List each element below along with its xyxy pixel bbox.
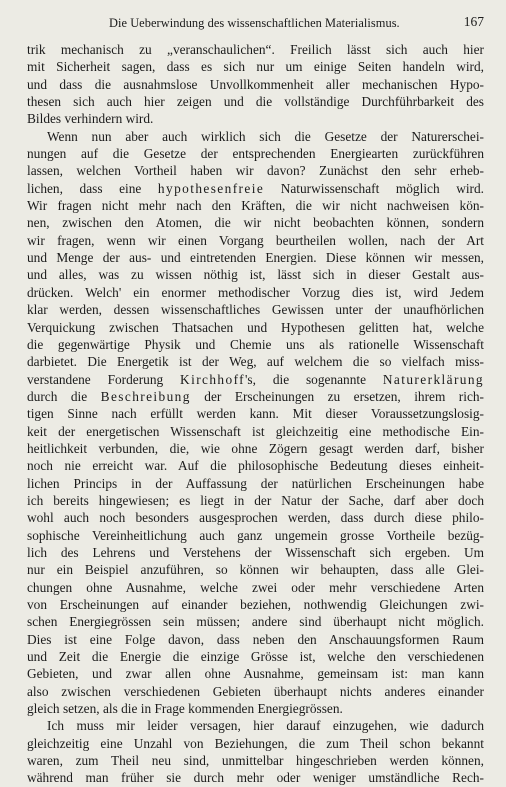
text-line: darbietet. Die Energetik ist der Weg, auf welchem die so vielfach miss- — [27, 354, 484, 370]
text-line: nungen auf die Gesetze der entsprechenden Energiearten zurückführen — [27, 146, 484, 162]
text-line: gleich setzen, als die in Frage kommenden Energiegrössen. — [27, 701, 343, 717]
text-line: trik mechanisch zu „veranschaulichen“. Freilich lässt sich auch hier — [27, 42, 484, 57]
text-line: chungen ohne Ausnahme, welche zwei oder mehr verschiedene Arten — [27, 579, 484, 595]
text-line: nen, zwischen den Atomen, die wir nicht beobachten können, sondern — [27, 215, 484, 231]
text-line: also zwischen verschiedenen Gebieten überhaupt nichts anderes einander — [27, 683, 484, 699]
text-line: und Menge der aus- und eintretenden Energien. Diese können wir messen, — [27, 250, 484, 266]
text-line: Wir fragen nicht mehr nach den Kräften, die wir nicht nachweisen kön- — [27, 198, 484, 214]
text-line: von Erscheinungen auf einander beziehen, nothwendig Gleichungen zwi- — [27, 597, 484, 612]
text-line: waren, zum Theil neu sind, unmittelbar hingeschrieben werden können, — [27, 753, 484, 769]
text-line: sophische Vereinheitlichung auch ganz ungemein grosse Vortheile bezüg- — [27, 527, 484, 543]
text-line: mit Sicherheit sagen, dass es sich nur um einige Seiten handeln wird, — [27, 59, 484, 75]
text-line: Dies ist eine Folge davon, dass neben den Anschauungsformen Raum — [27, 631, 484, 647]
text-line: Ich muss mir leider versagen, hier darauf einzugehen, wie dadurch — [47, 718, 484, 734]
text-line: und dass die ausnahmslose Unvollkommenheit aller mechanischen Hypo- — [27, 76, 484, 92]
text-line: keit der energetischen Wissenschaft ist gleichzeitig eine methodische Ein- — [27, 423, 484, 439]
text-line: heitlichkeit verbunden, die, wie ohne Zögern gesagt werden darf, bisher — [27, 440, 484, 456]
text-line: Bildes verhindern wird. — [27, 111, 154, 127]
text-line: während man früher sie durch mehr oder weniger umständliche Rech- — [27, 770, 484, 786]
text-line: Gebieten, und zwar allen ohne Ausnahme, gemeinsam ist: man kann — [27, 666, 484, 682]
text-line: wir fragen, wenn wir einen Vorgang beurtheilen wollen, nach der Art — [27, 232, 484, 248]
text-line: drücken. Welch' ein enormer methodischer Vorzug dies ist, wird Jedem — [27, 284, 484, 300]
text-line: gleichzeitig eine Unzahl von Beziehungen, die zum Theil schon bekannt — [27, 735, 484, 751]
text-line: tigen Sinne nach erfüllt werden kann. Mit dieser Voraussetzungslosig- — [27, 406, 484, 422]
text-line: durch die Beschreibung der Erscheinungen zu ersetzen, ihrem rich- — [27, 388, 484, 404]
text-line: und alles, was zu wissen nöthig ist, lässt sich in dieser Gestalt aus- — [27, 267, 484, 283]
text-line: klar werden, dessen wissenschaftliches Gewissen unter der unaufhörlichen — [27, 302, 484, 318]
text-line: noch nie erreicht war. Auf die philosophische Bedeutung dieses einheit- — [27, 458, 484, 474]
text-line: lichen, dass eine hypothesenfreie Naturwissenschaft möglich wird. — [27, 180, 484, 196]
text-line: lich des Lehrens und Verstehens der Wissenschaft sich ergeben. Um — [27, 544, 484, 560]
running-title: Die Ueberwindung des wissenschaftlichen Materialismus. — [109, 16, 400, 30]
page-number: 167 — [463, 14, 484, 29]
text-line: verstandene Forderung Kirchhoff's, die sogenannte Naturerklärung — [27, 371, 484, 387]
text-line: lassen, welchen Vortheil haben wir davon? Zunächst den sehr erheb- — [27, 163, 484, 179]
text-line: wohl auch noch besonders ausgesprochen werden, dass durch diese philo- — [27, 510, 484, 526]
text-line: lichen Princips in der Auffassung der natürlichen Erscheinungen habe — [27, 475, 484, 491]
page-header — [27, 12, 484, 36]
text-line: Wenn nun aber auch wirklich sich die Gesetze der Naturerschei- — [47, 128, 484, 144]
text-line: thesen sich auch hier zeigen und die vollständige Durchführbarkeit des — [27, 94, 484, 110]
text-line: Verquickung zwischen Thatsachen und Hypothesen gelitten hat, welche — [27, 319, 484, 335]
text-line: ich bereits hingewiesen; es liegt in der Natur der Sache, darf aber doch — [27, 492, 484, 508]
text-line: und Zeit die Energie die einzige Grösse ist, welche den verschiedenen — [27, 649, 484, 665]
body-text — [27, 41, 484, 787]
text-line: nur ein Beispiel anzuführen, so können wir behaupten, dass alle Glei- — [27, 562, 484, 578]
text-line: die gegenwärtige Physik und Chemie uns als rationelle Wissenschaft — [27, 336, 484, 352]
text-line: schen Energiegrössen sein müssen; andere sind überhaupt nicht möglich. — [27, 614, 484, 630]
